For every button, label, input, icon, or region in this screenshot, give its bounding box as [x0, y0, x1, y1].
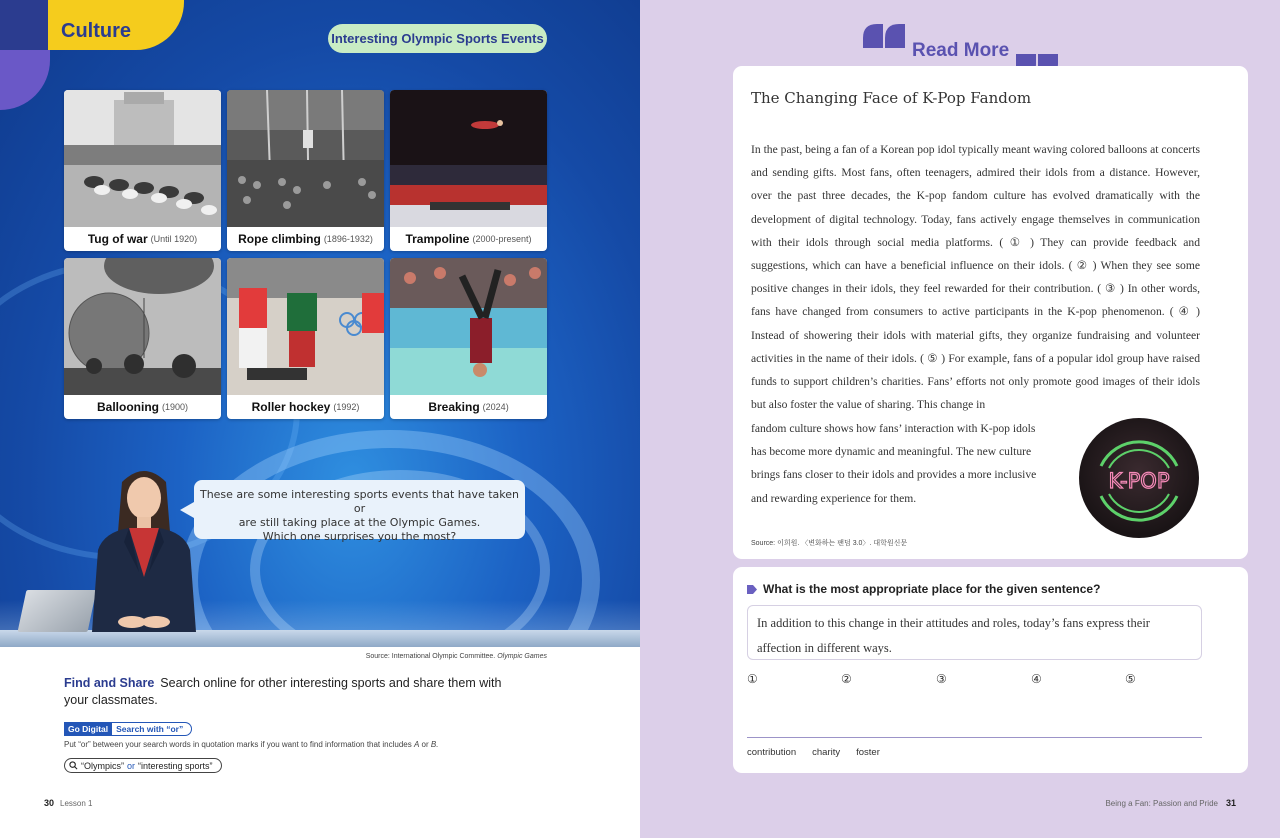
find-and-share — [64, 675, 524, 709]
speech-line: Which one surprises you the most? — [262, 530, 457, 543]
go-digital-badge — [64, 722, 192, 736]
answer-option-5[interactable]: ⑤ — [1125, 672, 1136, 686]
article-card — [733, 66, 1248, 559]
sport-years: (1896-1932) — [323, 234, 373, 244]
go-digital-subtitle: Search with “or” — [112, 722, 192, 736]
sport-caption — [64, 395, 221, 419]
go-digital-note: Put “or” between your search words in quotation marks if you want to find information that includes A or B. — [64, 740, 439, 749]
sport-years: (2024) — [482, 402, 509, 412]
search-icon — [69, 761, 78, 770]
sport-card-trampoline — [390, 90, 547, 251]
ballooning-photo — [64, 258, 221, 395]
search-operator: or — [127, 760, 136, 771]
given-sentence-box: In addition to this change in their attitudes and roles, today’s fans express their affection in different ways. — [747, 605, 1202, 660]
image-source: Source: International Olympic Committee. Olympic Games — [365, 653, 547, 660]
right-page — [640, 0, 1280, 838]
go-digital-tag: Go Digital — [64, 722, 112, 736]
corner-decoration — [0, 0, 48, 50]
read-more-title: Read More — [912, 40, 1010, 61]
speech-line: These are some interesting sports events that have taken or — [199, 488, 520, 515]
vocab-word: charity — [812, 747, 841, 758]
answer-options — [747, 672, 1227, 688]
search-term: “Olympics” — [81, 760, 124, 771]
page-number: 30 — [44, 798, 55, 808]
sport-name: Rope climbing — [238, 232, 321, 246]
vocab-word: foster — [856, 747, 880, 758]
article-body-continued: fandom culture shows how fans’ interaction with K-pop idols has become more dynamic and meaningful. The new culture brings fans closer to their idols and provides a more inclusive and rewarding experience for them. — [751, 422, 1037, 505]
find-share-text: Search online for other interesting sports and share them with your classmates. — [64, 676, 502, 707]
presenter-illustration — [84, 462, 204, 632]
speech-line: are still taking place at the Olympic Games. — [238, 516, 481, 529]
sport-caption — [64, 227, 221, 251]
question-card — [733, 567, 1248, 773]
kpop-neon-logo — [1079, 418, 1199, 538]
answer-option-1[interactable]: ① — [747, 672, 758, 686]
tug-of-war-photo — [64, 90, 221, 227]
topic-pill: Interesting Olympic Sports Events — [328, 24, 547, 53]
sport-card-ballooning — [64, 258, 221, 419]
page-number: 31 — [1225, 798, 1236, 808]
sport-caption — [227, 395, 384, 419]
article-body: In the past, being a fan of a Korean pop idol typically meant waving colored balloons at concerts and sending gifts. Most fans, often teenagers, admired their idols from a distance. However, over the past three decades, the K-pop fandom culture has evolved dramatically with the development of digital technology. Today, fans actively engage themselves in communication with their idols through social media platforms. ( ① ) They can provide feedback and suggestions, which can have a beneficial influence on their idols. ( ② ) When they see some positive changes in their idols, they feel rewarded for their contribution. ( ③ ) In other words, fans have changed from consumers to active participants in the K-pop phenomenon. ( ④ ) Instead of showering their idols with material gifts, they organize fundraising and volunteer activities in the name of their idols. ( ⑤ ) For example, fans of a popular idol group have raised funds to support children’s charities. Fans’ efforts not only promote good images of their idols but also foster the value of sharing. This change in — [751, 143, 1200, 412]
question-heading — [747, 582, 1100, 596]
sport-name: Ballooning — [96, 400, 159, 414]
unit-title: Being a Fan: Passion and Pride — [1105, 799, 1218, 808]
search-term: “interesting sports” — [138, 760, 213, 771]
sport-name: Tug of war — [87, 232, 148, 246]
trampoline-photo — [390, 90, 547, 227]
news-desk — [0, 630, 640, 647]
sport-card-roller-hockey — [227, 258, 384, 419]
answer-option-4[interactable]: ④ — [1031, 672, 1042, 686]
answer-option-2[interactable]: ② — [841, 672, 852, 686]
question-text: What is the most appropriate place for the given sentence? — [763, 582, 1101, 596]
roller-hockey-photo — [227, 258, 384, 395]
sport-years: (1900) — [161, 402, 188, 412]
article-source: Source: 이희원. 〈변화하는 팬덤 3.0〉. 대학원신문 — [751, 540, 908, 547]
question-marker-icon — [747, 585, 757, 594]
quote-open-icon — [863, 24, 905, 48]
sport-years: (Until 1920) — [150, 234, 198, 244]
speech-bubble — [194, 480, 525, 543]
sport-years: (2000-present) — [472, 234, 532, 244]
sport-caption — [390, 395, 547, 419]
divider — [747, 737, 1202, 738]
page-footer-left — [44, 798, 92, 808]
vocabulary-list — [747, 747, 896, 758]
sport-caption — [390, 227, 547, 251]
sport-card-rope-climbing — [227, 90, 384, 251]
page-footer-right — [1105, 798, 1236, 808]
sport-name: Trampoline — [405, 232, 470, 246]
sport-name: Roller hockey — [251, 400, 331, 414]
sport-name: Breaking — [428, 400, 480, 414]
sport-card-tug-of-war — [64, 90, 221, 251]
vocab-word: contribution — [747, 747, 797, 758]
rope-climbing-photo — [227, 90, 384, 227]
article-title: The Changing Face of K-Pop Fandom — [751, 89, 1032, 107]
answer-option-3[interactable]: ③ — [936, 672, 947, 686]
kpop-logo-text: K-POP — [1108, 469, 1170, 493]
sport-caption — [227, 227, 384, 251]
section-title: Culture — [61, 20, 131, 42]
search-example — [64, 758, 222, 773]
find-share-label: Find and Share — [64, 676, 155, 690]
sport-years: (1992) — [333, 402, 360, 412]
breaking-photo — [390, 258, 547, 395]
sport-card-breaking — [390, 258, 547, 419]
lesson-label: Lesson 1 — [60, 799, 93, 808]
